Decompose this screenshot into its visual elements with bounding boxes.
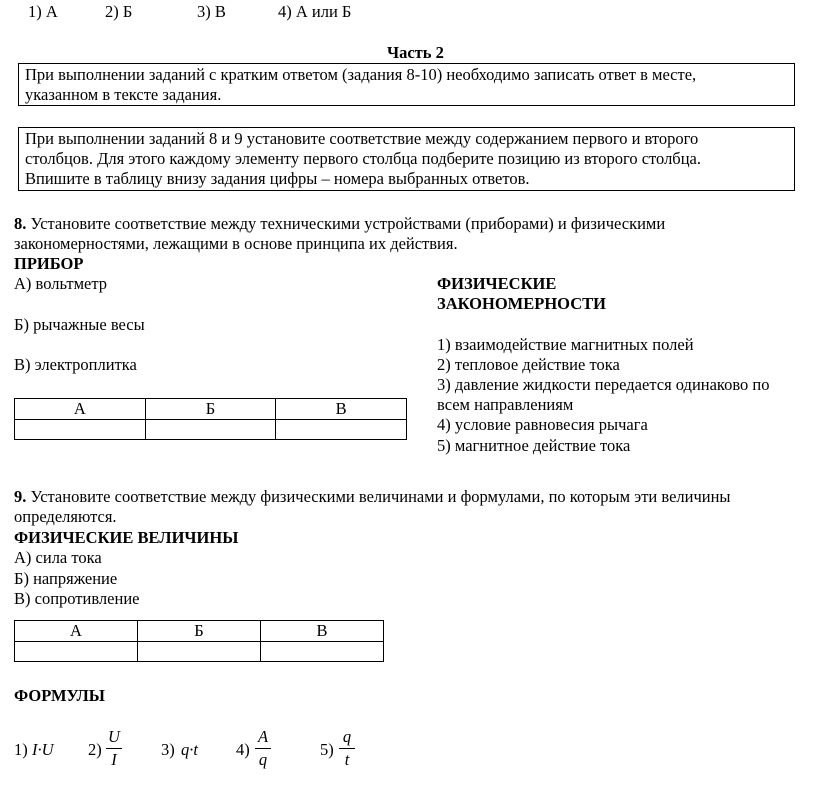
option-2: 2) Б xyxy=(105,2,133,21)
formula-4-fraction xyxy=(255,726,271,771)
task9-item-v: В) сопротивление xyxy=(14,589,140,608)
task8-item-a: А) вольтметр xyxy=(14,274,108,293)
formula-3-label: 3) xyxy=(161,740,175,759)
formula-5-label: 5) xyxy=(320,740,334,759)
formula-2-fraction xyxy=(106,726,122,771)
option-4: 4) А или Б xyxy=(278,2,352,21)
formula-5-numerator: q xyxy=(342,727,352,746)
task9-text-1: Установите соответствие между физическими величинами и формулами, по которым эти величины xyxy=(26,487,731,506)
task9-statement-line-1 xyxy=(14,487,731,507)
task8-right-item-3: 3) давление жидкости передается одинаково по xyxy=(437,375,770,394)
task8-item-v: В) электроплитка xyxy=(14,355,137,374)
instruction-box-short-answer xyxy=(18,63,795,106)
formula-4-numerator: A xyxy=(257,727,269,746)
task8-answer-table xyxy=(14,398,407,440)
task8-answer-cell-a[interactable] xyxy=(15,420,146,440)
task8-left-heading: ПРИБОР xyxy=(14,254,84,273)
formula-3-expr: q·t xyxy=(181,740,198,759)
table-row xyxy=(15,420,407,440)
task8-header-b: Б xyxy=(145,399,276,420)
box2-line-2: столбцов. Для этого каждому элементу первого столбца подберите позицию из второго столбца. xyxy=(25,149,701,168)
task8-number: 8. xyxy=(14,214,27,233)
task8-text-1: Установите соответствие между техническими устройствами (приборами) и физическими xyxy=(26,214,666,233)
formula-2-numerator: U xyxy=(108,727,120,746)
task8-right-heading-2: ЗАКОНОМЕРНОСТИ xyxy=(437,294,606,313)
task8-header-a: А xyxy=(15,399,146,420)
task9-item-b: Б) напряжение xyxy=(14,569,118,588)
task9-number: 9. xyxy=(14,487,27,506)
task8-answer-cell-b[interactable] xyxy=(145,420,276,440)
formula-5-denominator: t xyxy=(344,750,350,769)
formula-2-denominator: I xyxy=(111,750,117,769)
task8-right-item-3-cont: всем направлениям xyxy=(437,395,574,414)
box2-line-1: При выполнении заданий 8 и 9 установите соответствие между содержанием первого и второго xyxy=(25,129,699,148)
formula-5-fraction xyxy=(339,726,355,771)
task8-right-heading-1: ФИЗИЧЕСКИЕ xyxy=(437,274,557,293)
task8-item-b: Б) рычажные весы xyxy=(14,315,145,334)
option-1: 1) А xyxy=(28,2,58,21)
task8-statement-line-2: закономерностями, лежащими в основе принципа их действия. xyxy=(14,234,458,253)
box1-line-1: При выполнении заданий с кратким ответом (задания 8-10) необходимо записать ответ в месте, xyxy=(25,65,697,84)
formula-1-label: 1) xyxy=(14,740,28,759)
part-title: Часть 2 xyxy=(387,43,444,62)
task8-right-item-5: 5) магнитное действие тока xyxy=(437,436,631,455)
formula-2-label: 2) xyxy=(88,740,102,759)
task8-answer-cell-v[interactable] xyxy=(276,420,407,440)
task9-item-a: А) сила тока xyxy=(14,548,102,567)
task9-answer-cell-v[interactable] xyxy=(261,642,384,662)
task8-statement-line-1 xyxy=(14,214,665,234)
task9-header-v: В xyxy=(261,621,384,642)
task9-left-heading: ФИЗИЧЕСКИЕ ВЕЛИЧИНЫ xyxy=(14,528,239,547)
formula-1-expr: I·U xyxy=(32,740,54,759)
task8-right-item-4: 4) условие равновесия рычага xyxy=(437,415,648,434)
box1-line-2: указанном в тексте задания. xyxy=(25,85,222,104)
task8-right-item-1: 1) взаимодействие магнитных полей xyxy=(437,335,694,354)
task9-header-b: Б xyxy=(138,621,261,642)
option-3: 3) В xyxy=(197,2,226,21)
table-row xyxy=(15,399,407,420)
task8-header-v: В xyxy=(276,399,407,420)
box2-line-3: Впишите в таблицу внизу задания цифры – номера выбранных ответов. xyxy=(25,169,530,188)
task9-answer-cell-b[interactable] xyxy=(138,642,261,662)
task9-statement-line-2: определяются. xyxy=(14,507,117,526)
table-row xyxy=(15,621,384,642)
task9-header-a: А xyxy=(15,621,138,642)
formula-4-label: 4) xyxy=(236,740,250,759)
formula-4-denominator: q xyxy=(258,750,268,769)
task9-answer-table xyxy=(14,620,384,662)
formulas-heading: ФОРМУЛЫ xyxy=(14,686,105,705)
table-row xyxy=(15,642,384,662)
task8-right-item-2: 2) тепловое действие тока xyxy=(437,355,620,374)
task9-answer-cell-a[interactable] xyxy=(15,642,138,662)
instruction-box-matching xyxy=(18,127,795,191)
